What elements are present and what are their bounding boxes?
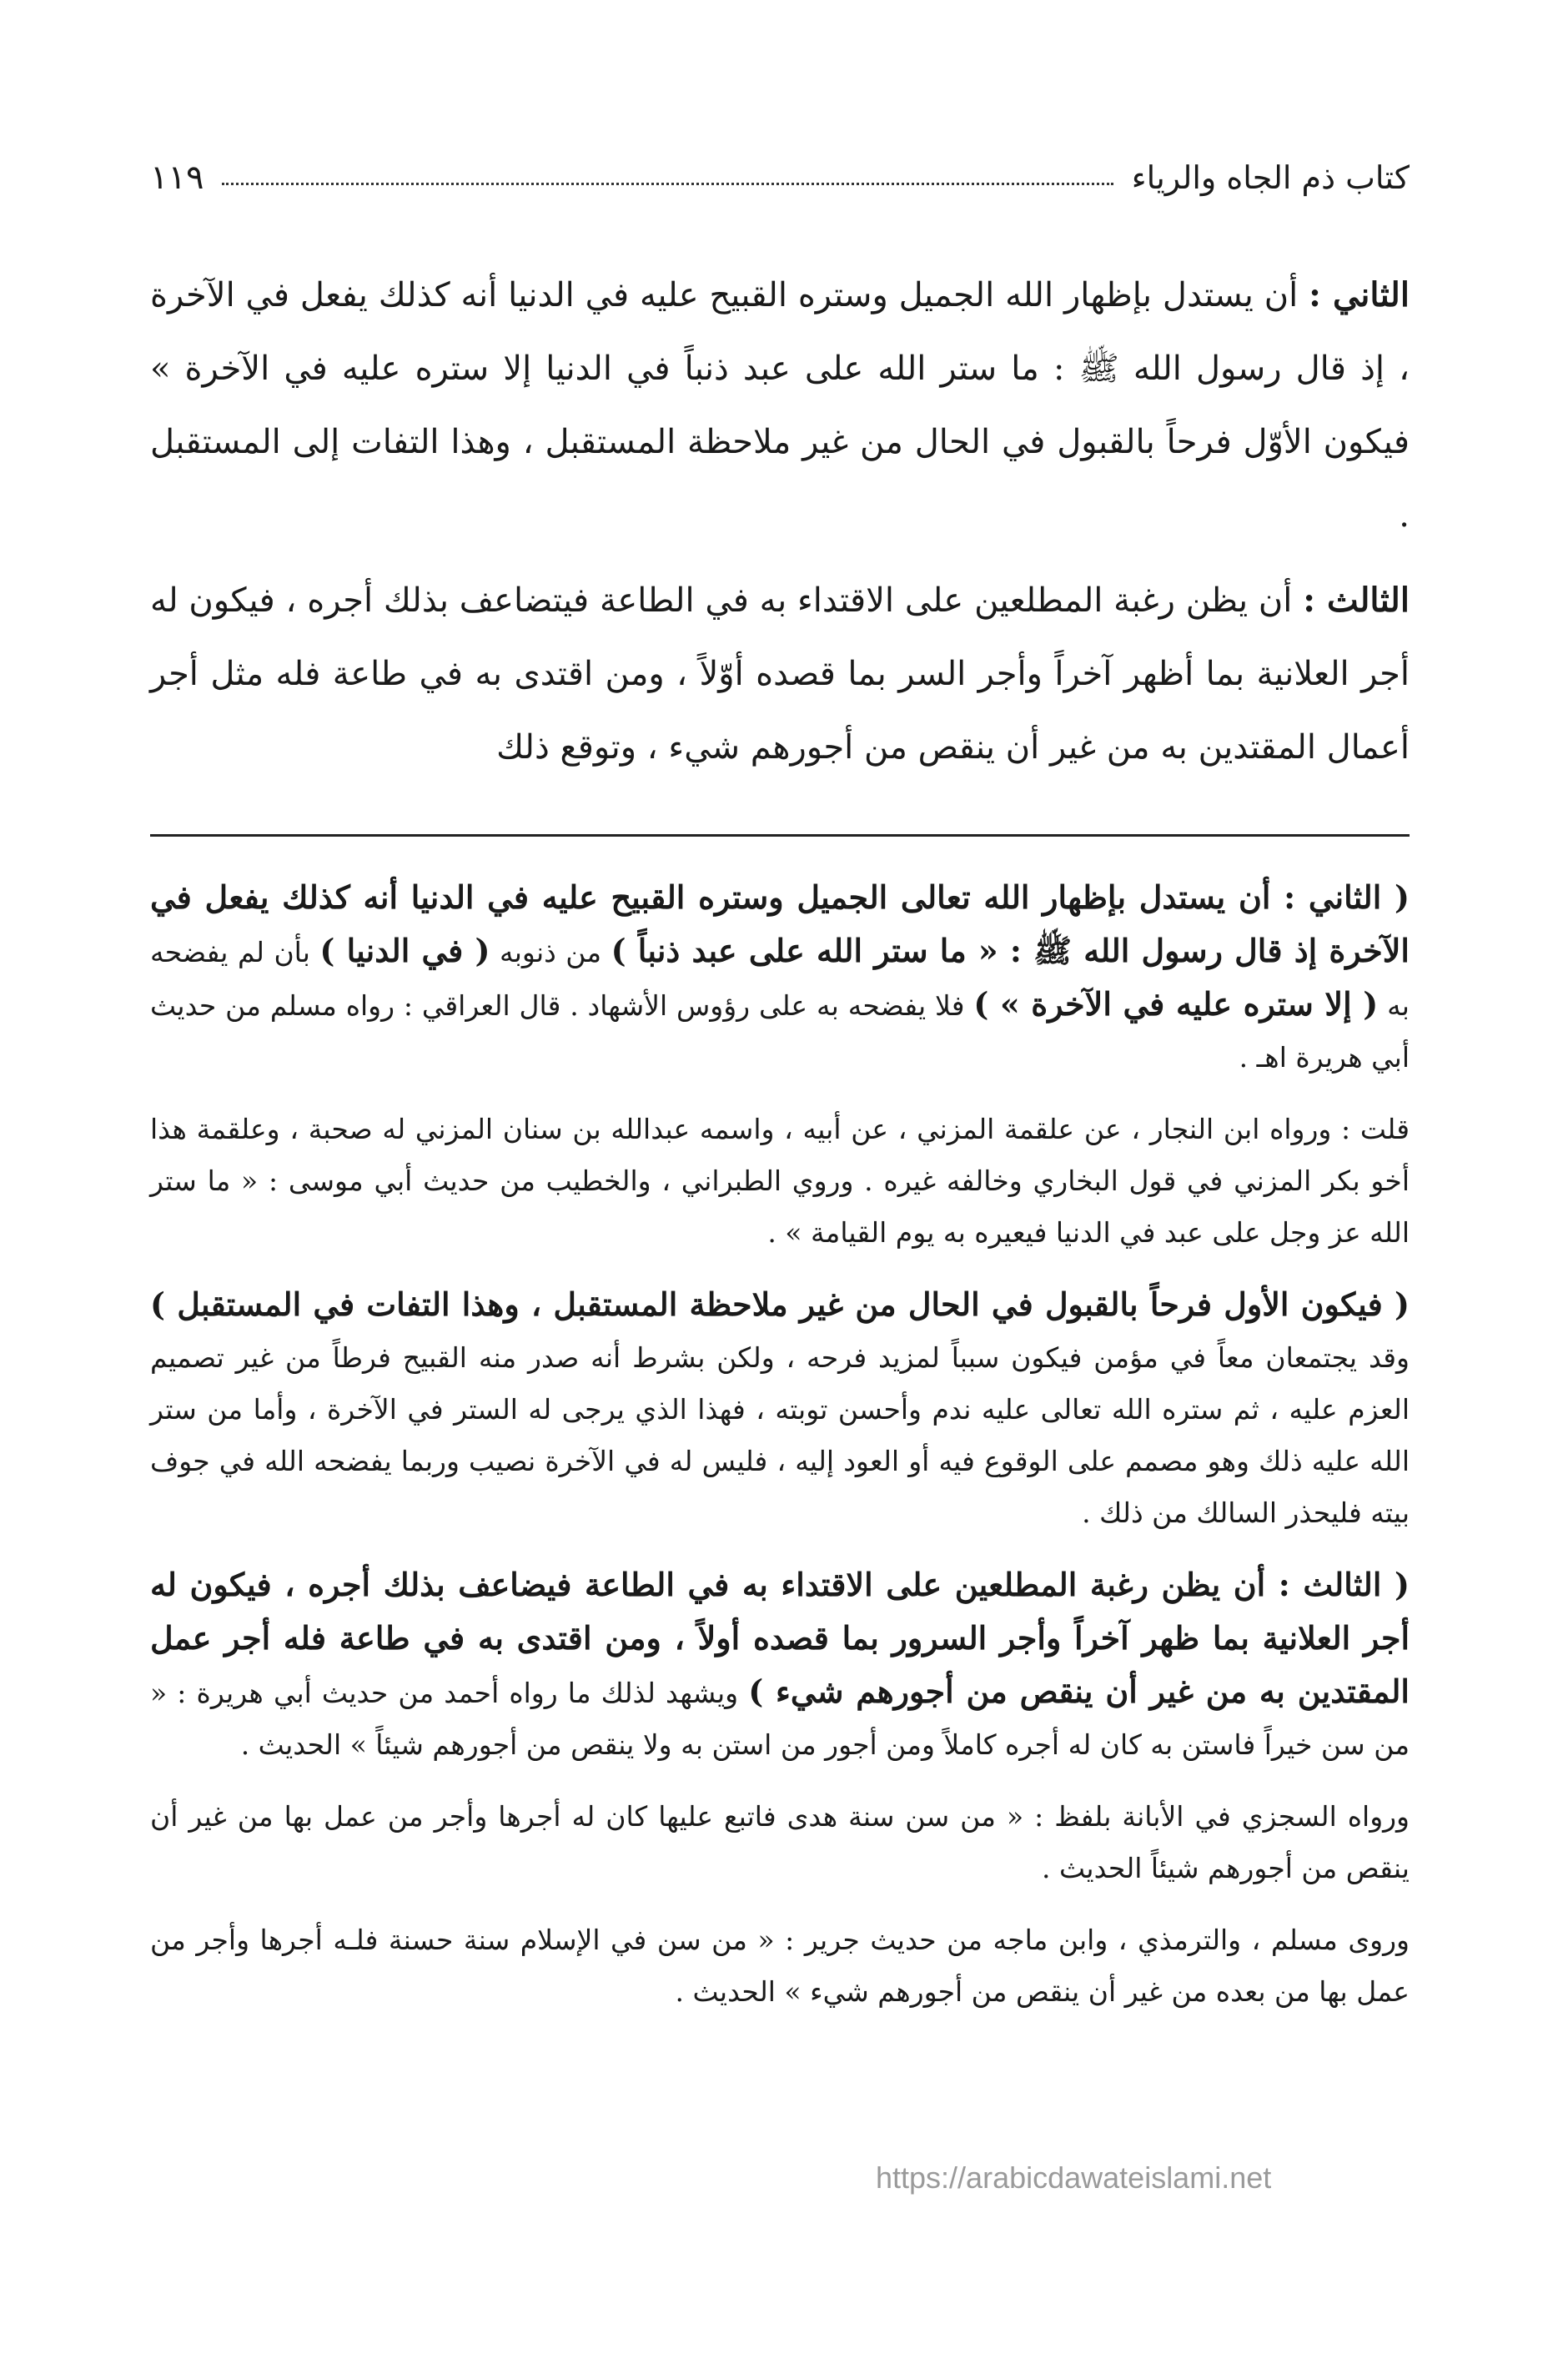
main-paragraph-second: [150, 259, 1410, 552]
chapter-title: كتاب ذم الجاه والرياء: [1131, 159, 1410, 196]
commentary-text: وقد يجتمعان معاً في مؤمن فيكون سبباً لمزيد فرحه ، ولكن بشرط أنه صدر منه القبيح فرطاً من غير تصميم العزم عليه ، ثم ستره الله تعالى عليه ندم وأحسن توبته ، فهذا الذي يرجى له الستر في الآخرة ، وأما من ستر الله عليه ذلك وهو مصمم على الوقوع فيه أو العود إليه ، فليس له في الآخرة نصيب وربما يفضحه الله في جوف بيته فليحذر السالك من ذلك .: [150, 1341, 1410, 1529]
leader-dots: [222, 183, 1113, 185]
commentary-text: من ذنوبه: [490, 936, 611, 968]
commentary-text: ويشهد لذلك ما رواه أحمد من حديث أبي هريرة : « من سن خيراً فاستن به كان له أجره كاملاً ومن أجور من استن به ولا ينقص من أجورهم شيئاً » الحديث .: [150, 1677, 1410, 1761]
commentary-paragraph: ورواه السجزي في الأبانة بلفظ : « من سن سنة هدى فاتبع عليها كان له أجرها وأجر من عمل بها من غير أن ينقص من أجورهم شيئاً الحديث .: [150, 1800, 1410, 1884]
commentary-paragraph: [150, 872, 1410, 1084]
source-watermark: https://arabicdawateislami.net: [876, 2160, 1272, 2195]
commentary-paragraph: وروى مسلم ، والترمذي ، وابن ماجه من حديث جرير : « من سن في الإسلام سنة حسنة فلـه أجرها وأجر من عمل بها من بعده من غير أن ينقص من أجورهم شيء » الحديث .: [150, 1924, 1410, 2008]
quoted-text: ( فيكون الأول فرحاً بالقبول في الحال من غير ملاحظة المستقبل ، وهذا التفات في المستقبل ): [150, 1285, 1410, 1323]
quoted-text: ( في الدنيا ): [319, 932, 490, 969]
commentary: [150, 872, 1410, 2038]
page-number: ١١٩: [150, 158, 204, 197]
footnote-divider: [150, 834, 1410, 837]
commentary-paragraph: [150, 1279, 1410, 1539]
paragraph-label: الثاني :: [1309, 275, 1410, 314]
main-text: [150, 259, 1410, 796]
paragraph-body: أن يستدل بإظهار الله الجميل وستره القبيح عليه في الدنيا أنه كذلك يفعل في الآخرة ، إذ قال رسول الله ﷺ : ما ستر الله على عبد ذنباً في الدنيا إلا ستره عليه في الآخرة » فيكون الأوّل فرحاً بالقبول في الحال من غير ملاحظة المستقبل ، وهذا التفات إلى المستقبل .: [150, 276, 1410, 535]
paragraph-label: الثالث :: [1303, 581, 1410, 620]
commentary-paragraph: [150, 1559, 1410, 1771]
quoted-text: ( إلا ستره عليه في الآخرة » ): [973, 985, 1379, 1023]
quoted-text: ( الثاني : أن يستدل بإظهار الله تعالى الجميل وستره القبيح عليه في الدنيا أنه كذلك يفعل في الآخرة إذ قال رسول الله ﷺ : « ما ستر الله على عبد ذنباً ): [150, 878, 1410, 969]
commentary-paragraph: قلت : ورواه ابن النجار ، عن علقمة المزني ، عن أبيه ، واسمه عبدالله بن سنان المزني له صحبة ، وعلقمة هذا أخو بكر المزني في قول البخاري وخالفه غيره . وروي الطبراني ، والخطيب من حديث أبي موسى : « ما ستر الله عز وجل على عبد في الدنيا فيعيره به يوم القيامة » .: [150, 1113, 1410, 1249]
main-paragraph-third: [150, 564, 1410, 784]
running-header: [150, 148, 1410, 207]
commentary-text: بأن لم يفضحه به: [150, 936, 1410, 1022]
paragraph-body: أن يظن رغبة المطلعين على الاقتداء به في الطاعة فيتضاعف بذلك أجره ، فيكون له أجر العلانية بما أظهر آخراً وأجر السر بما قصده أوّلاً ، ومن اقتدى به في طاعة فله مثل أجر أعمال المقتدين به من غير أن ينقص من أجورهم شيء ، وتوقع ذلك: [150, 581, 1410, 767]
commentary-text: فلا يفضحه به على رؤوس الأشهاد . قال العراقي : رواه مسلم من حديث أبي هريرة اهـ .: [150, 989, 1410, 1074]
quoted-text: ( الثالث : أن يظن رغبة المطلعين على الاقتداء به في الطاعة فيضاعف بذلك أجره ، فيكون له أجر العلانية بما ظهر آخراً وأجر السرور بما قصده أولاً ، ومن اقتدى به في طاعة فله أجر عمل المقتدين به من غير أن ينقص من أجورهم شيء ): [150, 1566, 1410, 1710]
